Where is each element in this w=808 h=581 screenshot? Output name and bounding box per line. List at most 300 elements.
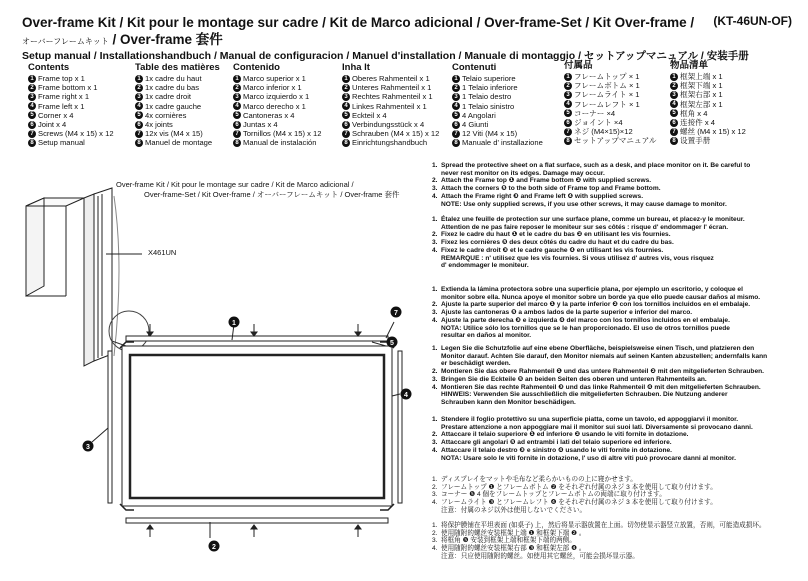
item-number-badge: 3 [670, 91, 678, 99]
instruction-line [432, 376, 804, 384]
item-number-badge: 7 [670, 128, 678, 136]
contents-item [670, 90, 746, 99]
item-number-badge: 3 [28, 93, 36, 101]
contents-item-label: 框角 x 4 [680, 108, 708, 118]
title-jp: オーバーフレームキット [22, 37, 109, 46]
bottom-screws [147, 525, 361, 537]
step-number: 1. [432, 416, 438, 423]
step-number: 4. [432, 446, 438, 454]
contents-heading: Contenido [233, 62, 280, 73]
step-text: コーナー ❺ 4 個をフレームトップとフレームボトムの両端に取り付けます。 [441, 491, 666, 499]
title-suffix: / Over-frame 套件 [108, 32, 223, 47]
contents-item-label: Frame right x 1 [38, 92, 90, 102]
item-number-badge: 5 [135, 111, 143, 119]
step-number: 2. [432, 177, 438, 185]
contents-item [135, 92, 220, 101]
step-number: 3. [432, 309, 438, 317]
step-number: 1. [432, 286, 438, 293]
contents-item-label: Verbindungsstück x 4 [352, 120, 425, 130]
contents-item-label: フレームライト × 1 [574, 90, 640, 100]
item-number-badge: 4 [135, 102, 143, 110]
callout-3 [83, 441, 94, 452]
item-number-badge: 1 [452, 75, 460, 83]
contents-item-label: Manuale d' installazione [462, 138, 543, 148]
step-number [432, 553, 441, 561]
contents-item-label: Juntas x 4 [243, 120, 278, 130]
contents-column [28, 62, 114, 148]
step-text: Montieren Sie das obere Rahmenteil ❶ und das untere Rahmenteil ❷ mit den mitgelieferten Schrauben. [441, 368, 764, 376]
item-number-badge: 8 [28, 139, 36, 147]
top-screws [147, 324, 361, 336]
contents-item-label: 1 Telaio destro [462, 92, 512, 102]
item-number-badge: 6 [564, 119, 572, 127]
step-number [432, 399, 441, 407]
step-number [432, 360, 441, 368]
contents-item [564, 118, 656, 127]
instruction-line [432, 239, 804, 247]
contents-item [564, 127, 656, 136]
instruction-line [432, 162, 804, 170]
instruction-line [432, 537, 804, 545]
instruction-line [432, 545, 804, 553]
instruction-line [432, 476, 804, 484]
contents-item-label: Unteres Rahmenteil x 1 [352, 83, 432, 93]
step-number: 4. [432, 316, 438, 324]
contents-item [28, 92, 114, 101]
item-number-badge: 8 [564, 137, 572, 145]
instructions-spanish [432, 286, 804, 340]
step-text: Extienda la lámina protectora sobre una superficie plana, por ejemplo un escritorio, y coloque el [441, 286, 743, 293]
callout-2 [209, 541, 220, 552]
step-text: NOTA: Usare solo le viti fornite in dotazione, l' uso di altre viti può provocare danni al monitor. [441, 454, 736, 462]
instruction-line [432, 247, 804, 255]
svg-text:3: 3 [86, 444, 90, 451]
contents-item [135, 102, 220, 111]
contents-item-label: 1x cadre du bas [145, 83, 200, 93]
step-number [432, 353, 441, 361]
item-number-badge: 5 [233, 111, 241, 119]
instruction-line [432, 384, 804, 392]
step-number: 1. [432, 476, 438, 483]
instructions-japanese [432, 476, 804, 515]
contents-heading: Table des matières [135, 62, 220, 73]
monitor-model-label: X461UN [148, 248, 177, 257]
contents-item-label: 1x cadre gauche [145, 101, 202, 111]
step-number: 2. [432, 529, 438, 537]
contents-item [28, 120, 114, 129]
step-text: REMARQUE : n' utilisez que les vis fournies. Si vous utilisez d' autres vis, vous risquez [441, 254, 714, 262]
contents-item [452, 102, 543, 111]
instruction-line [432, 522, 804, 530]
contents-heading: 付属品 [564, 60, 593, 71]
contents-item [564, 100, 656, 109]
diagram-caption-1: Over-frame Kit / Kit pour le montage sur cadre / Kit de Marco adicional / [116, 180, 354, 189]
contents-item-label: 4x joints [145, 120, 173, 130]
svg-text:4: 4 [404, 392, 408, 399]
instruction-line [432, 170, 804, 178]
item-number-badge: 5 [564, 109, 572, 117]
contents-item-label: フレームトップ × 1 [574, 72, 640, 81]
step-text: Attention de ne pas faire reposer le moniteur sur ses côtés : risque d' endommager l' écran. [441, 223, 729, 231]
svg-text:5: 5 [390, 340, 394, 347]
contents-item-label: Manuel de montage [145, 138, 213, 148]
contents-item [670, 118, 746, 127]
step-text: Ajuste la parte derecha ❸ e izquierda ❹ del marco con los tornillos incluidos en el embalaje. [441, 316, 730, 324]
contents-item [28, 111, 114, 120]
instruction-line [432, 499, 804, 507]
contents-item [564, 90, 656, 99]
item-number-badge: 2 [670, 82, 678, 90]
item-number-badge: 6 [233, 121, 241, 129]
callout-4 [401, 389, 412, 400]
contents-item-label: Oberes Rahmenteil x 1 [352, 74, 430, 83]
contents-item-label: 4 Angolari [462, 110, 496, 120]
step-text: resultar en daños al monitor. [441, 332, 532, 340]
step-number: 1. [432, 522, 438, 529]
step-text: Attach the Frame right ❸ and Frame left ❹ with supplied screws. [441, 192, 644, 200]
contents-item-label: 12 Viti (M4 x 15) [462, 129, 518, 139]
item-number-badge: 5 [452, 111, 460, 119]
contents-item-label: Cantoneras x 4 [243, 110, 295, 120]
item-number-badge: 3 [135, 93, 143, 101]
instruction-line [432, 216, 804, 224]
step-number: 3. [432, 491, 438, 499]
contents-column [233, 62, 322, 148]
step-number: 1. [432, 345, 438, 352]
item-number-badge: 4 [564, 100, 572, 108]
contents-item [135, 74, 220, 83]
instruction-line [432, 431, 804, 439]
step-number [432, 201, 441, 209]
step-text: フレームライト ❸ とフレームレフト ❹ をそれぞれ付属のネジ 3 本を使用して取り付けます。 [441, 499, 717, 507]
contents-item-label: Marco inferior x 1 [243, 83, 302, 93]
item-number-badge: 1 [28, 75, 36, 83]
contents-item [342, 120, 439, 129]
contents-item [28, 129, 114, 138]
instruction-line [432, 455, 804, 463]
contents-heading: Contenuti [452, 62, 497, 73]
model-number: (KT-46UN-OF) [713, 14, 792, 28]
contents-item [670, 72, 746, 81]
title-line-1: Over-frame Kit / Kit pour le montage sur cadre / Kit de Marco adicional / Over-frame-Set / Kit Over-frame / [22, 15, 695, 30]
contents-item [135, 138, 220, 147]
step-text: Prestare attenzione a non appoggiare mai il monitor sui suoi lati. Diversamente si provocano danni. [441, 423, 753, 431]
step-number [432, 325, 441, 333]
step-number: 2. [432, 431, 438, 439]
step-number [432, 170, 441, 178]
instruction-line [432, 177, 804, 185]
contents-item-label: Einrichtungshandbuch [352, 138, 428, 148]
instruction-line [432, 424, 804, 432]
item-number-badge: 1 [233, 75, 241, 83]
contents-item [452, 74, 543, 83]
step-number [432, 294, 441, 302]
contents-item-label: Eckteil x 4 [352, 110, 387, 120]
contents-item-label: Rechtes Rahmenteil x 1 [352, 92, 433, 102]
contents-item [28, 74, 114, 83]
step-text: monitor sobre ella. Nunca apoye el monitor sobre un borde ya que ello puede causar daños al mismo. [441, 293, 761, 301]
contents-item [233, 120, 322, 129]
contents-item-label: Schrauben (M4 x 15) x 12 [352, 129, 440, 139]
contents-column [452, 62, 543, 148]
step-text: Ajuste la parte superior del marco ❶ y la parte inferior ❷ con los tornillos incluidos en el embalaje. [441, 301, 751, 309]
item-number-badge: 1 [342, 75, 350, 83]
contents-item-label: 框架上端 x 1 [680, 72, 723, 81]
item-number-badge: 6 [452, 121, 460, 129]
instruction-line [432, 439, 804, 447]
step-text: Attaccare gli angolari ❺ ad entrambi i lati del telaio superiore ed inferiore. [441, 439, 672, 447]
contents-item-label: Frame bottom x 1 [38, 83, 98, 93]
instruction-line [432, 286, 804, 294]
step-text: Schrauben kann den Monitor beschädigen. [441, 398, 576, 406]
contents-item [233, 74, 322, 83]
instruction-line [432, 391, 804, 399]
item-number-badge: 4 [28, 102, 36, 110]
instruction-line [432, 317, 804, 325]
contents-item [670, 136, 746, 145]
item-number-badge: 2 [342, 84, 350, 92]
svg-text:2: 2 [212, 544, 216, 551]
step-number: 4. [432, 192, 438, 200]
step-number [432, 262, 441, 270]
step-number: 4. [432, 499, 438, 507]
step-number [432, 224, 441, 232]
contents-item [342, 138, 439, 147]
instruction-line [432, 201, 804, 209]
step-text: フレームトップ ❶ とフレームボトム ❷ をそれぞれ付属のネジ 3 本を使用して取り付けます。 [441, 483, 717, 491]
step-text: NOTA: Utilice sólo los tornillos que se le han proporcionado. El uso de otros tornillos puede [441, 324, 730, 332]
contents-item [452, 92, 543, 101]
contents-heading: 物品清单 [670, 60, 709, 71]
item-number-badge: 3 [452, 93, 460, 101]
instructions-chinese [432, 522, 804, 561]
step-number [432, 255, 441, 263]
instruction-line [432, 353, 804, 361]
contents-item-label: Manual de instalación [243, 138, 317, 148]
step-text: Bringen Sie die Eckteile ❺ an beiden Seiten des oberen und unteren Rahmenteils an. [441, 375, 707, 383]
step-text: never rest monitor on its edges. Damage may occur. [441, 169, 605, 177]
contents-item [135, 120, 220, 129]
item-number-badge: 6 [670, 119, 678, 127]
contents-column [342, 62, 439, 148]
contents-item [564, 109, 656, 118]
item-number-badge: 6 [28, 121, 36, 129]
contents-item-label: Corner x 4 [38, 110, 74, 120]
contents-item [670, 100, 746, 109]
item-number-badge: 4 [452, 102, 460, 110]
contents-column [564, 62, 656, 146]
instruction-line [432, 553, 804, 561]
item-number-badge: 3 [233, 93, 241, 101]
contents-item [233, 102, 322, 111]
step-text: Attaccare il telaio superiore ❶ ed inferiore ❷ usando le viti fornite in dotazione. [441, 431, 689, 439]
step-text: 注意：付属のネジ以外は使用しないでください。 [441, 506, 587, 514]
step-text: Attach the corners ❺ to the both side of Frame top and Frame bottom. [441, 185, 661, 193]
contents-item [233, 111, 322, 120]
instruction-line [432, 332, 804, 340]
svg-text:7: 7 [394, 310, 398, 317]
contents-item-label: 4x cornières [145, 110, 187, 120]
contents-item [135, 83, 220, 92]
assembly-diagram [14, 166, 434, 576]
contents-item [564, 81, 656, 90]
step-text: Ajuste las cantoneras ❺ a ambos lados de la parte superior e inferior del marco. [441, 309, 693, 317]
contents-item [135, 129, 220, 138]
step-number: 1. [432, 216, 438, 223]
step-number: 3. [432, 439, 438, 447]
step-text: d' endommager le moniteur. [441, 262, 529, 270]
step-text: Fixez les cornières ❺ des deux côtés du cadre du haut et du cadre du bas. [441, 239, 674, 247]
instruction-line [432, 224, 804, 232]
contents-item [342, 111, 439, 120]
contents-item [452, 83, 543, 92]
contents-item [342, 92, 439, 101]
callout-5 [387, 337, 398, 348]
step-text: Étalez une feuille de protection sur une surface plane, comme un bureau, et placez-y le moniteur. [441, 216, 745, 223]
item-number-badge: 2 [564, 82, 572, 90]
diagram-svg [14, 166, 434, 576]
contents-item-label: 设置手册 [680, 136, 711, 146]
step-text: 将框角 ❺ 安装到框架上端和框架下端的两侧。 [441, 537, 576, 545]
contents-item [342, 83, 439, 92]
step-text: Montieren Sie das rechte Rahmenteil ❸ und das linke Rahmenteil ❹ mit den mitgelieferten Schrauben. [441, 383, 761, 391]
instruction-line [432, 301, 804, 309]
item-number-badge: 7 [342, 130, 350, 138]
contents-item-label: セットアップマニュアル [574, 136, 657, 146]
contents-item-label: 1 Telaio sinistro [462, 101, 515, 111]
item-number-badge: 3 [342, 93, 350, 101]
header [22, 14, 792, 50]
contents-item-label: Setup manual [38, 138, 85, 148]
item-number-badge: 5 [28, 111, 36, 119]
step-text: Attaccare il telaio destro ❸ e sinistro ❹ usando le viti fornite in dotazione. [441, 446, 673, 454]
instruction-line [432, 231, 804, 239]
contents-item [28, 102, 114, 111]
instructions-english [432, 162, 804, 208]
instruction-line [432, 193, 804, 201]
callout-7 [391, 307, 402, 318]
instruction-line [432, 309, 804, 317]
step-number [432, 391, 441, 399]
contents-item-label: コーナー ×4 [574, 108, 616, 118]
step-number: 1. [432, 162, 438, 169]
item-number-badge: 4 [233, 102, 241, 110]
contents-item-label: 框架右部 x 1 [680, 90, 723, 100]
contents-item-label: Tornillos (M4 x 15) x 12 [243, 129, 322, 139]
contents-heading: Contents [28, 62, 70, 73]
step-number [432, 424, 441, 432]
item-number-badge: 4 [670, 100, 678, 108]
instruction-line [432, 447, 804, 455]
instruction-line [432, 345, 804, 353]
contents-item-label: 连接件 x 4 [680, 118, 716, 128]
item-number-badge: 8 [233, 139, 241, 147]
item-number-badge: 2 [233, 84, 241, 92]
step-text: Fixez le cadre du haut ❶ et le cadre du bas ❷ en utilisant les vis fournies. [441, 231, 671, 239]
contents-item [670, 109, 746, 118]
instruction-line [432, 491, 804, 499]
instructions-german [432, 345, 804, 407]
item-number-badge: 3 [564, 91, 572, 99]
contents-item-label: Telaio superiore [462, 74, 516, 83]
contents-column [670, 62, 746, 146]
instruction-line [432, 262, 804, 270]
contents-item-label: Marco izquierdo x 1 [243, 92, 310, 102]
item-number-badge: 8 [452, 139, 460, 147]
contents-item [342, 74, 439, 83]
step-number: 2. [432, 483, 438, 491]
item-number-badge: 2 [28, 84, 36, 92]
step-number: 3. [432, 239, 438, 247]
step-number: 4. [432, 545, 438, 553]
item-number-badge: 6 [342, 121, 350, 129]
step-text: 使用随附的螺丝安装框架上端 ❶ 和框架下端 ❷ 。 [441, 529, 586, 537]
contents-item [452, 129, 543, 138]
item-number-badge: 8 [670, 137, 678, 145]
contents-item [452, 138, 543, 147]
step-text: 注意：只应使用随附的螺丝。如使用其它螺丝，可能会损坏显示器。 [441, 552, 639, 560]
item-number-badge: 7 [28, 130, 36, 138]
callout-1 [229, 317, 240, 328]
item-number-badge: 1 [670, 73, 678, 81]
instruction-line [432, 294, 804, 302]
contents-item-label: 1 Telaio inferiore [462, 83, 518, 93]
step-text: NOTE: Use only supplied screws, if you use other screws, it may cause damage to monitor. [441, 200, 727, 208]
item-number-badge: 8 [135, 139, 143, 147]
instructions-french [432, 216, 804, 270]
step-text: Attach the Frame top ❶ and Frame bottom ❷ with supplied screws. [441, 177, 652, 185]
step-number [432, 455, 441, 463]
contents-item-label: 螺丝 (M4 x 15) x 12 [680, 127, 746, 137]
step-text: Legen Sie die Schutzfolie auf eine ebene Oberfläche, beispielsweise einen Tisch, und platzieren den [441, 345, 755, 352]
step-text: er beschädigt werden. [441, 360, 511, 368]
setup-manual-heading: Setup manual / Installationshandbuch / Manual de configuracion / Manuel d'installation / Manuale di montaggio / セットアップマニュアル / 安装手册 [22, 50, 749, 62]
item-number-badge: 6 [135, 121, 143, 129]
step-number [432, 332, 441, 340]
instruction-line [432, 416, 804, 424]
instruction-line [432, 325, 804, 333]
svg-text:1: 1 [232, 320, 236, 327]
step-text: Stendere il foglio protettivo su una superficie piatta, come un tavolo, ed appoggiarvi il monitor. [441, 416, 739, 423]
step-number: 2. [432, 301, 438, 309]
contents-item-label: 4 Giunti [462, 120, 489, 130]
contents-item [28, 83, 114, 92]
item-number-badge: 7 [135, 130, 143, 138]
item-number-badge: 4 [342, 102, 350, 110]
step-number: 4. [432, 246, 438, 254]
contents-item-label: 12x vis (M4 x 15) [145, 129, 203, 139]
contents-item-label: ネジ (M4×15)×12 [574, 127, 633, 137]
contents-item [233, 138, 322, 147]
contents-item-label: Marco derecho x 1 [243, 101, 306, 111]
contents-item [342, 102, 439, 111]
contents-item [28, 138, 114, 147]
contents-item-label: Frame top x 1 [38, 74, 85, 83]
item-number-badge: 7 [233, 130, 241, 138]
contents-item-label: Linkes Rahmenteil x 1 [352, 101, 427, 111]
step-number: 4. [432, 383, 438, 391]
contents-item-label: Screws (M4 x 15) x 12 [38, 129, 114, 139]
contents-item-label: フレームボトム × 1 [574, 81, 640, 91]
contents-item-label: Frame left x 1 [38, 101, 85, 111]
contents-item [233, 92, 322, 101]
instructions-italian [432, 416, 804, 462]
instruction-line [432, 185, 804, 193]
item-number-badge: 2 [452, 84, 460, 92]
contents-item-label: フレームレフト × 1 [574, 99, 640, 109]
contents-item [564, 72, 656, 81]
contents-item-label: Marco superior x 1 [243, 74, 306, 83]
